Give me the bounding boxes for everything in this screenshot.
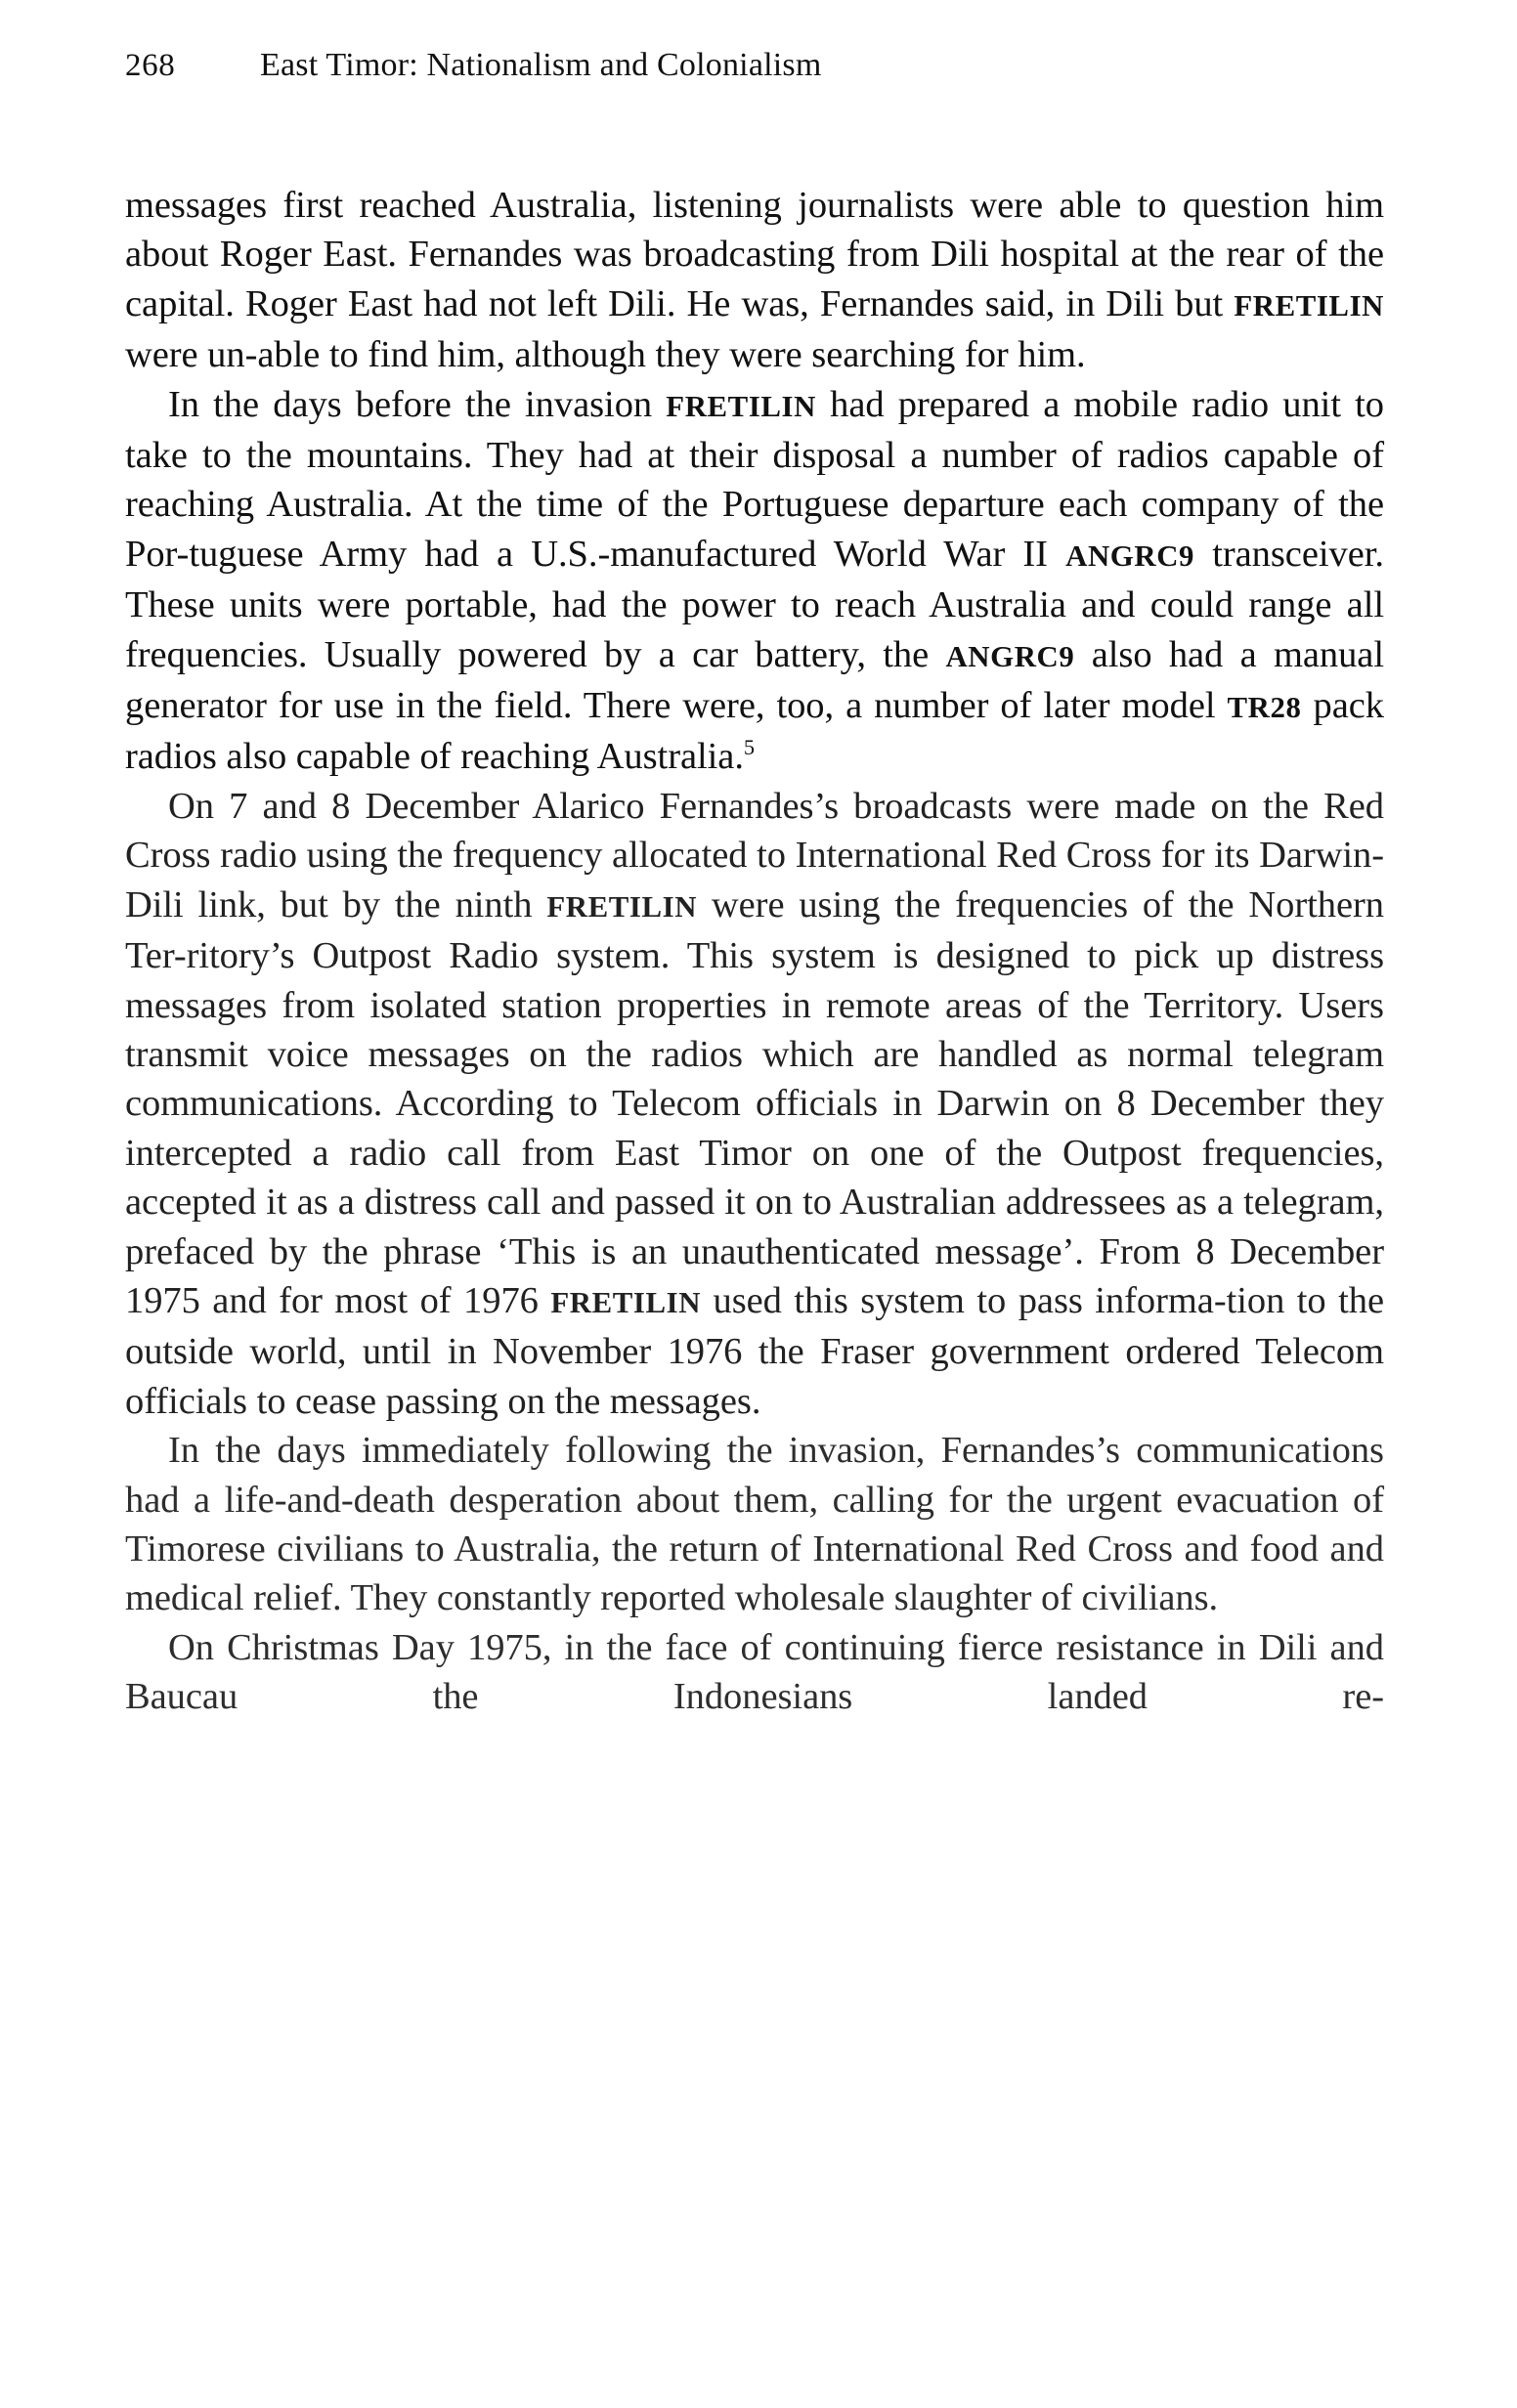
running-head (125, 47, 1386, 92)
small-caps-fretilin: FRETILIN (666, 389, 816, 423)
small-caps-fretilin: FRETILIN (546, 889, 698, 924)
small-caps-fretilin: FRETILIN (1234, 288, 1384, 322)
running-head-title: East Timor: Nationalism and Colonialism (260, 47, 822, 83)
paragraph-2: In the days before the invasion FRETILIN had prepared a mobile radio unit to take to the mountains. They had at their disposal a number of radios capable of reaching Australia. At the time of the Portuguese departure each company of the Por-tuguese Army had a U.S.-manufactured World War II ANGRC9 transceiver. These units were portable, had the power to reach Australia and could range all frequencies. Usually powered by a car battery, the ANGRC9 also had a manual generator for use in the field. There were, too, a number of later model TR28 pack radios also capable of reaching Australia.$^5$ (125, 383, 1384, 778)
paragraph-4: In the days immediately following the invasion, Fernandes’s communications had a life-and-death desperation about them, calling for the urgent evacuation of Timorese civilians to Australia, the return of International Red Cross and food and medical relief. They constantly reported wholesale slaughter of civilians. (125, 1430, 1384, 1619)
body-text-block (125, 181, 1384, 1722)
page-number: 268 (125, 48, 176, 83)
small-caps-angrc9: ANGRC9 (945, 639, 1075, 673)
footnote-marker: 5 (743, 735, 756, 760)
paragraph-5: On Christmas Day 1975, in the face of continuing fierce resistance in Dili and Baucau the Indonesians landed re- (125, 1626, 1384, 1718)
small-caps-tr28: TR28 (1227, 691, 1302, 725)
paragraph-3: On 7 and 8 December Alarico Fernandes’s broadcasts were made on the Red Cross radio using the frequency allocated to International Red Cross for its Darwin-Dili link, but by the ninth FRETILIN were using the frequencies of the Northern Ter-ritory’s Outpost Radio system. This system is designed to pick up distress messages from isolated station properties in remote areas of the Territory. Users transmit voice messages on the radios which are handled as normal telegram communications. According to Telecom officials in Darwin on 8 December they intercepted a radio call from East Timor on one of the Outpost frequencies, accepted it as a distress call and passed it on to Australian addressees as a telegram, prefaced by the phrase ‘This is an unauthenticated message’. From 8 December 1975 and for most of 1976 FRETILIN used this system to pass informa-tion to the outside world, until in November 1976 the Fraser government ordered Telecom officials to cease passing on the messages. (125, 785, 1385, 1422)
small-caps-fretilin: FRETILIN (550, 1285, 702, 1319)
paragraph-1: messages first reached Australia, listening journalists were able to question him about Roger East. Fernandes was broadcasting from Dili hospital at the rear of the capital. Roger East had not left Dili. He was, Fernandes said, in Dili but FRETILIN were un-able to find him, although they were searching for him. (125, 185, 1384, 376)
small-caps-angrc9: ANGRC9 (1065, 538, 1195, 573)
